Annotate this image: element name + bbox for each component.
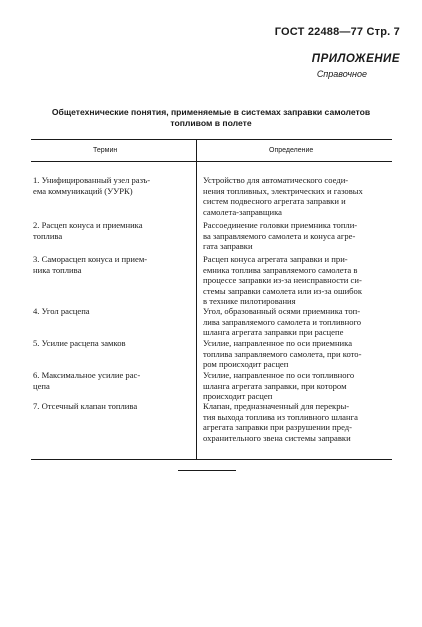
definition-line: происходит расцеп <box>203 391 273 402</box>
term-line: 6. Максимальное усилие рас- <box>33 370 141 380</box>
definition-line: Рассоединение головки приемника топли- <box>203 220 358 230</box>
column-header-term: Термин <box>93 147 118 154</box>
term-line: ема коммуникаций (УУРК) <box>33 185 133 196</box>
document-title-line-2: топливом в полете <box>170 118 252 128</box>
terms-table <box>31 139 392 459</box>
table-row-7-definition <box>203 401 389 443</box>
term-line: 7. Отсечный клапан топлива <box>33 401 138 411</box>
table-row-3-definition <box>203 254 389 307</box>
definition-line: Угол, образованный осями приемника топ- <box>203 306 361 316</box>
table-column-divider <box>196 139 197 459</box>
term-line: 3. Саморасцеп конуса и прием- <box>33 254 148 264</box>
definition-line: Клапан, предназначенный для перекры- <box>203 401 350 411</box>
table-row-3-term <box>33 254 190 275</box>
definition-line: Расцеп конуса агрегата заправки и при- <box>203 254 348 264</box>
definition-line: самолета-заправщика <box>203 206 282 217</box>
table-row-1-definition <box>203 175 389 217</box>
table-row-6-term <box>33 370 190 391</box>
column-header-definition: Определение <box>269 147 314 154</box>
definition-line: Устройство для автоматического соеди- <box>203 175 349 185</box>
definition-line: лива заправляемого самолета и топливного <box>203 316 362 327</box>
definition-line: агрегата заправки при разрушении пред- <box>203 422 353 433</box>
definition-line: стемы заправки самолета или из-за ошибок <box>203 285 363 296</box>
definition-line: топлива заправляемого самолета, при кото- <box>203 348 362 359</box>
definition-line: шланга агрегата заправки, при котором <box>203 380 347 391</box>
table-row-4-definition <box>203 306 389 338</box>
table-row-1-term <box>33 175 190 196</box>
definition-line: нения топливных, электрических и газовых <box>203 185 363 196</box>
appendix-title: ПРИЛОЖЕНИЕ <box>311 53 400 65</box>
term-line: 4. Угол расцепа <box>33 306 90 316</box>
table-row-2-term <box>33 220 190 241</box>
term-line: ника топлива <box>33 264 82 275</box>
definition-line: Усилие, направленное по оси топливного <box>203 370 355 380</box>
standard-header: ГОСТ 22488—77 Стр. 7 <box>274 26 400 38</box>
term-line: 2. Расцеп конуса и приемника <box>33 220 143 230</box>
definition-line: в технике пилотирования <box>203 296 296 307</box>
document-title-line-1: Общетехнические понятия, применяемые в системах заправки самолетов <box>51 107 371 117</box>
table-row-5-term <box>33 338 190 349</box>
definition-line: тия выхода топлива из топливного шланга <box>203 411 358 422</box>
term-line: топлива <box>33 230 63 241</box>
term-line: 5. Усилие расцепа замков <box>33 338 126 348</box>
definition-line: охранительного звена системы заправки <box>203 432 351 443</box>
definition-line: гата заправки <box>203 241 253 252</box>
definition-line: систем подвесного агрегата заправки и <box>203 196 346 207</box>
table-top-border <box>31 139 392 140</box>
definition-line: шланга агрегата заправки при расцепе <box>203 327 344 338</box>
table-row-7-term <box>33 401 190 412</box>
document-title <box>30 107 392 129</box>
table-row-5-definition <box>203 338 389 370</box>
end-of-document-rule <box>178 470 236 471</box>
definition-line: емника топлива заправляемого самолета в <box>203 264 358 275</box>
term-line: 1. Унифицированный узел разъ- <box>33 175 151 185</box>
appendix-subtitle: Справочное <box>316 69 367 79</box>
table-row-2-definition <box>203 220 389 252</box>
table-bottom-border <box>31 459 392 460</box>
table-row-6-definition <box>203 370 389 402</box>
definition-line: Усилие, направленное по оси приемника <box>203 338 353 348</box>
table-header-border <box>31 161 392 162</box>
definition-line: ром происходит расцеп <box>203 359 289 370</box>
definition-line: ва заправляемого самолета и конуса агре- <box>203 230 356 241</box>
definition-line: процессе заправки из-за неисправности си- <box>203 275 362 286</box>
term-line: цепа <box>33 380 50 391</box>
table-row-4-term <box>33 306 190 317</box>
